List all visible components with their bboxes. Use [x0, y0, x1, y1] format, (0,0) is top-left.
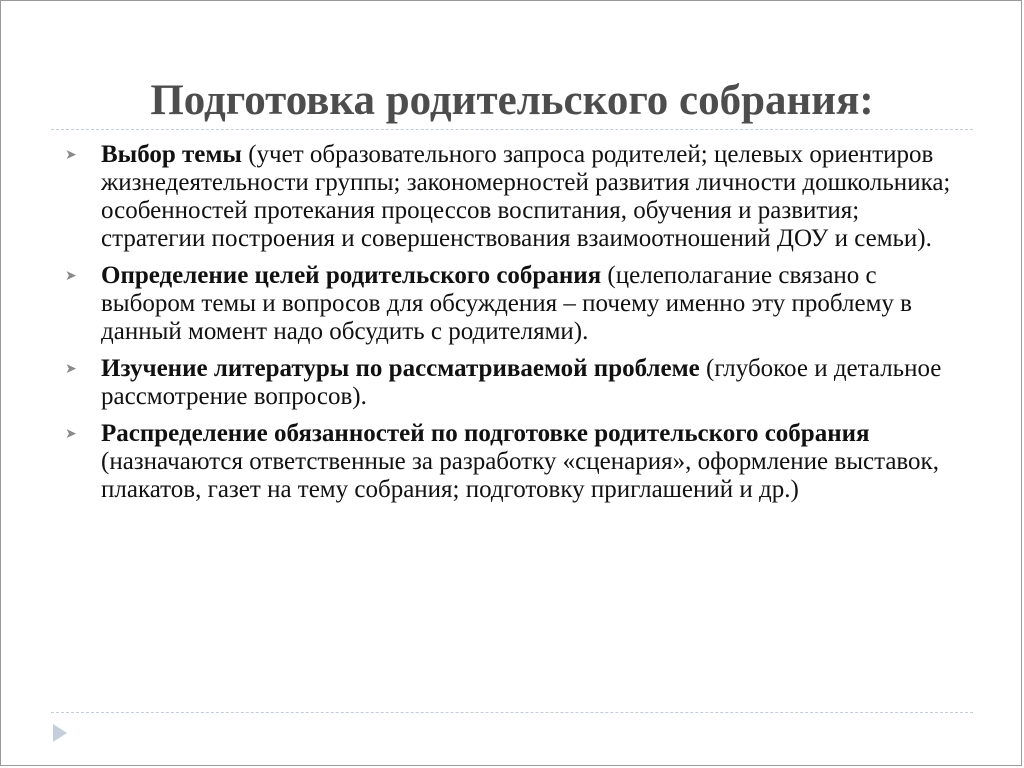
title-divider [51, 129, 973, 130]
footer-divider [51, 712, 973, 713]
item-term: Выбор темы [101, 141, 242, 168]
slide-title: Подготовка родительского собрания: [150, 77, 874, 124]
arrowhead-bullet-icon: ➤ [65, 361, 77, 377]
arrowhead-bullet-icon: ➤ [65, 426, 77, 442]
item-text: (целеполагание связано с выбором темы и вопросов для обсуждения – почему именно эту проблему в данный момент надо обсудить с родителями). [101, 262, 912, 345]
arrowhead-bullet-icon: ➤ [65, 147, 77, 163]
list-item [63, 262, 963, 346]
bullet-list [63, 141, 963, 513]
item-text: (глубокое и детальное рассмотрение вопросов). [101, 355, 942, 410]
item-term: Определение целей родительского собрания [101, 262, 602, 289]
arrowhead-bullet-icon: ➤ [65, 268, 77, 284]
list-item [63, 355, 963, 411]
triangle-next-icon[interactable] [53, 724, 67, 742]
item-text: (учет образовательного запроса родителей; целевых ориентиров жизнедеятельности группы; закономерностей развития личности дошкольника; особенностей протекания процессов воспитания, обучения и развития; стратегии построения и совершенствования взаимоотношений ДОУ и семьи). [101, 141, 951, 252]
list-item [63, 420, 963, 504]
item-text: (назначаются ответственные за разработку «сценария», оформление выставок, плакатов, газет на тему собрания; подготовку приглашений и др.) [101, 448, 939, 503]
item-term: Распределение обязанностей по подготовке родительского собрания [101, 420, 870, 447]
list-item [63, 141, 963, 253]
item-term: Изучение литературы по рассматриваемой проблеме [101, 355, 700, 382]
